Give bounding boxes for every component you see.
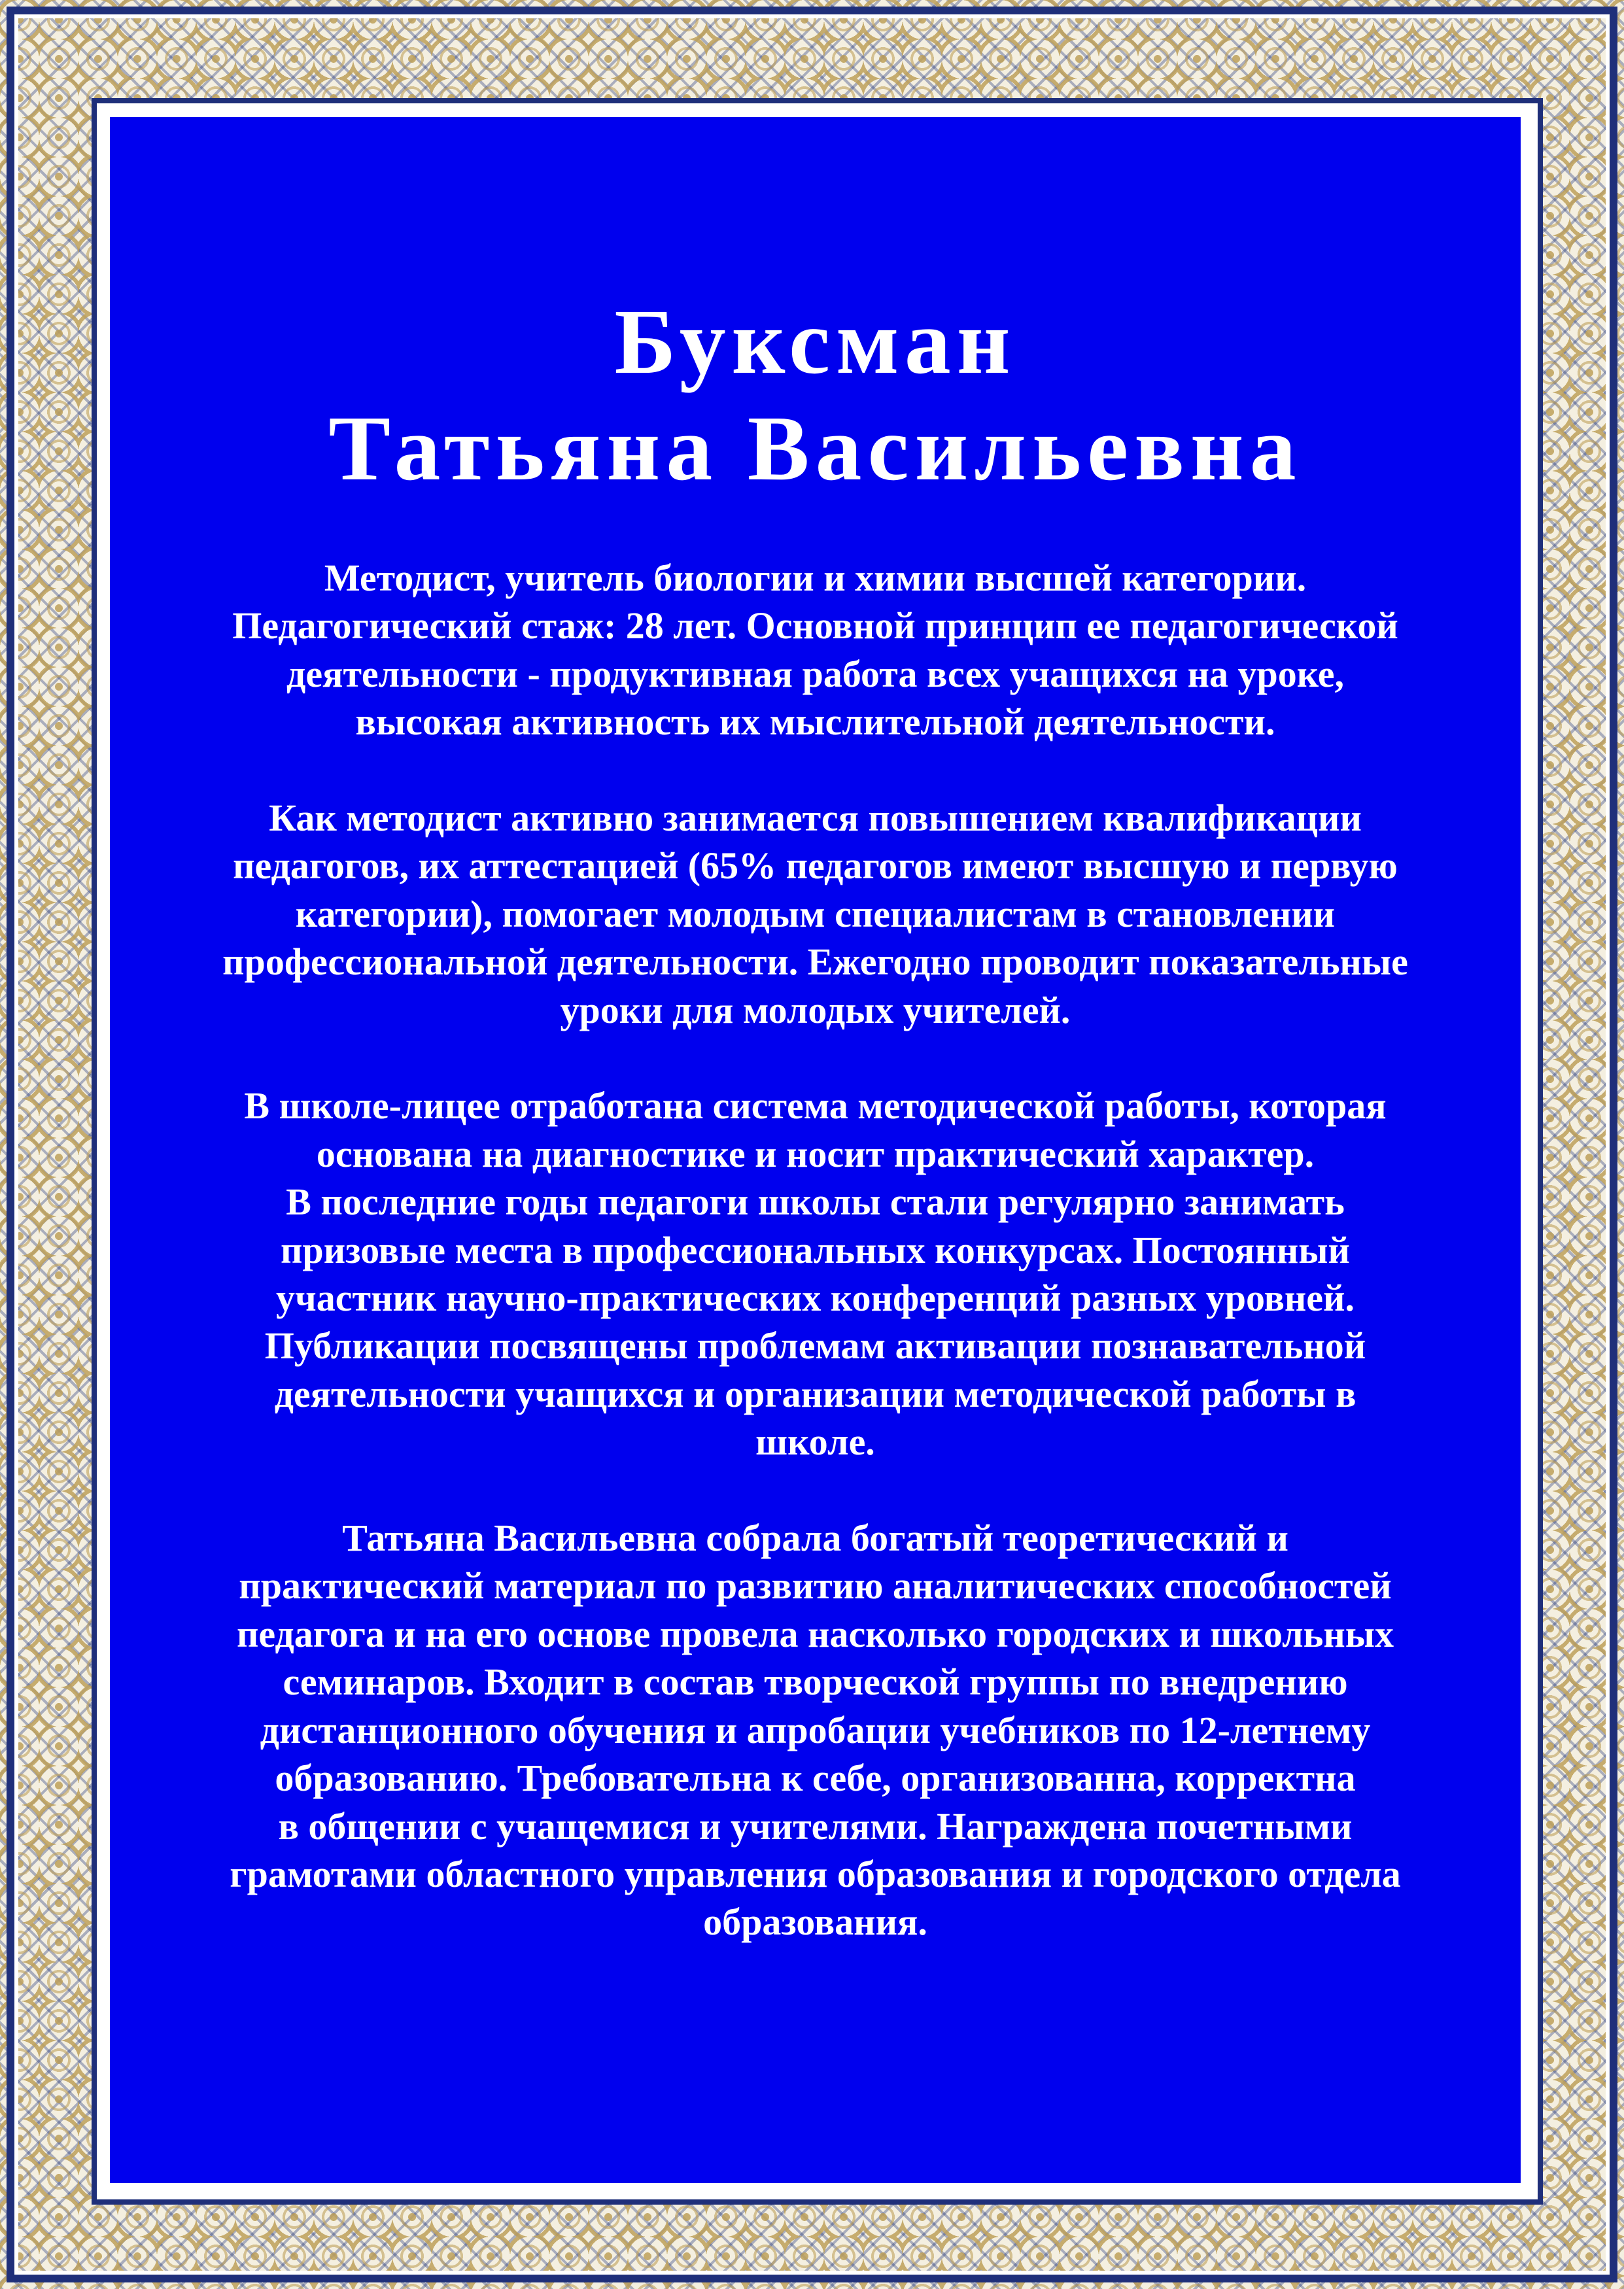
paragraph-4-line: в общении с учащемися и учителями. Награждена почетными (278, 1804, 1353, 1848)
paragraph-4-line: практический материал по развитию аналитических способностей (239, 1564, 1392, 1608)
paragraph-3-line: В школе-лицее отработана система методической работы, которая (244, 1084, 1387, 1127)
paragraph-3-line: деятельности учащихся и организации методической работы в (274, 1372, 1356, 1415)
paragraph-3-line: основана на диагностике и носит практический характер. (316, 1132, 1315, 1175)
paragraph-2-line: педагогов, их аттестацией (65% педагогов имеют высшую и первую (233, 844, 1398, 887)
title-surname: Буксман (614, 290, 1016, 393)
paragraph-4-line: грамотами областного управления образования и городского отдела (230, 1852, 1401, 1895)
paragraph-1-line: высокая активность их мыслительной деятельности. (355, 700, 1275, 744)
page-title (110, 288, 1521, 502)
paragraph-4-line: образования. (703, 1901, 927, 1944)
paragraph-gap (110, 746, 1521, 794)
paragraph-3-line: призовые места в профессиональных конкурсах. Постоянный (281, 1228, 1350, 1271)
paragraph-4-line: Татьяна Васильевна собрала богатый теоретический и (342, 1517, 1288, 1560)
paragraph-2-line: уроки для молодых учителей. (560, 988, 1071, 1031)
paragraph-4-line: образованию. Требовательна к себе, организованна, корректна (275, 1757, 1356, 1800)
paragraph-1-line: Методист, учитель биологии и химии высшей категории. (324, 557, 1307, 599)
paragraph-2-line: категории), помогает молодым специалистам в становлении (295, 892, 1336, 935)
biography-text (110, 554, 1521, 1946)
title-name: Татьяна Васильевна (328, 396, 1302, 500)
paragraph-1-line: деятельности - продуктивная работа всех учащихся на уроке, (286, 652, 1344, 695)
paragraph-3-line: участник научно-практических конференций разных уровней. (276, 1277, 1355, 1320)
paragraph-4-line: педагога и на его основе провела насколько городских и школьных (236, 1612, 1394, 1655)
paragraph-3-line: школе. (755, 1420, 875, 1464)
paragraph-4-line: семинаров. Входит в состав творческой группы по внедрению (283, 1661, 1348, 1704)
paragraph-2-line: профессиональной деятельности. Ежегодно проводит показательные (222, 940, 1408, 984)
paragraph-1-line: Педагогический стаж: 28 лет. Основной принцип ее педагогической (232, 604, 1398, 647)
paragraph-gap (110, 1466, 1521, 1514)
paragraph-2-line: Как методист активно занимается повышением квалификации (269, 797, 1362, 840)
paragraph-gap (110, 1034, 1521, 1082)
paragraph-3-line: Публикации посвящены проблемам активации познавательной (264, 1324, 1366, 1368)
paragraph-4-line: дистанционного обучения и апробации учебников по 12-летнему (260, 1708, 1371, 1751)
paragraph-3-line: В последние годы педагоги школы стали регулярно занимать (286, 1180, 1345, 1224)
content-panel (110, 117, 1521, 2183)
